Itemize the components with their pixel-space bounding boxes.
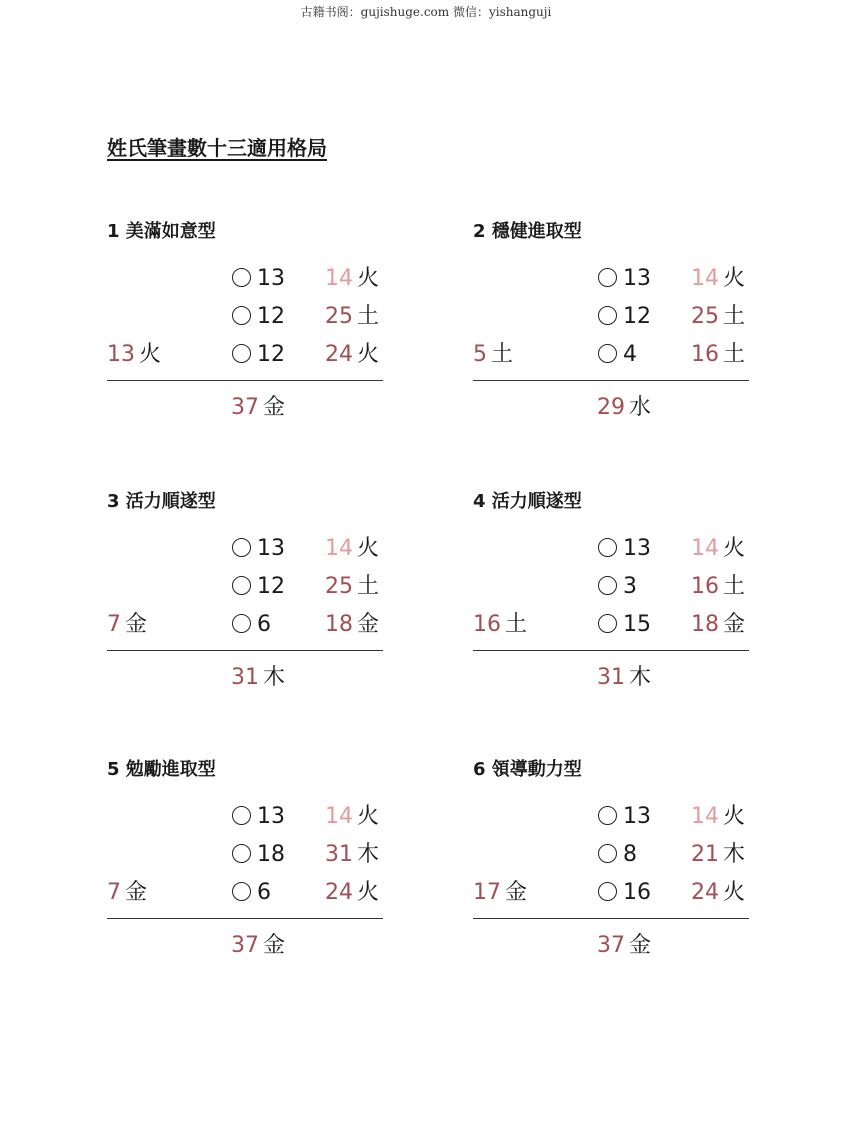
- stroke-row: [232, 341, 285, 369]
- stroke-row: [598, 341, 637, 369]
- stroke-count: 13: [257, 804, 285, 829]
- divider: [473, 380, 749, 381]
- stroke-count: 18: [257, 842, 285, 867]
- grid-value: [691, 303, 745, 331]
- grid-number: 18: [325, 612, 353, 637]
- divider: [473, 650, 749, 651]
- grid-number: 18: [691, 612, 719, 637]
- outer-number: 16: [473, 612, 501, 637]
- pattern-title: 5 勉勵進取型: [107, 759, 216, 780]
- pattern-block: [107, 755, 397, 970]
- grid-number: 16: [691, 342, 719, 367]
- circle-icon: [598, 538, 617, 557]
- total-number: 37: [231, 933, 259, 958]
- pattern-title: 3 活力順遂型: [107, 491, 216, 512]
- stroke-count: 12: [257, 574, 285, 599]
- grid-element: 土: [357, 574, 380, 599]
- grid-element: 火: [357, 342, 380, 367]
- pattern-block: [473, 217, 763, 432]
- circle-icon: [232, 306, 251, 325]
- grid-element: 木: [357, 842, 380, 867]
- divider: [107, 650, 383, 651]
- grid-number: 24: [691, 880, 719, 905]
- stroke-count: 12: [257, 342, 285, 367]
- pattern-block: [107, 487, 397, 702]
- total-element: 金: [263, 933, 286, 958]
- stroke-row: [598, 535, 651, 563]
- outer-grid: [473, 611, 527, 639]
- grid-element: 木: [723, 842, 746, 867]
- circle-icon: [598, 268, 617, 287]
- grid-element: 火: [723, 266, 746, 291]
- outer-element: 火: [139, 342, 162, 367]
- circle-icon: [232, 344, 251, 363]
- stroke-count: 12: [623, 304, 651, 329]
- pattern-title: 4 活力順遂型: [473, 491, 582, 512]
- stroke-row: [598, 879, 651, 907]
- grid-element: 火: [723, 804, 746, 829]
- circle-icon: [232, 844, 251, 863]
- grid-element: 火: [357, 804, 380, 829]
- grid-number: 21: [691, 842, 719, 867]
- grid-value: [691, 841, 745, 869]
- circle-icon: [232, 882, 251, 901]
- outer-element: 土: [491, 342, 514, 367]
- grid-number: 24: [325, 880, 353, 905]
- grid-element: 土: [357, 304, 380, 329]
- circle-icon: [598, 576, 617, 595]
- grid-number: 14: [325, 536, 353, 561]
- grid-value: [691, 803, 745, 831]
- circle-icon: [598, 614, 617, 633]
- circle-icon: [232, 806, 251, 825]
- grid-value: [691, 341, 745, 369]
- grid-element: 金: [357, 612, 380, 637]
- stroke-row: [232, 803, 285, 831]
- total-number: 29: [597, 395, 625, 420]
- stroke-count: 6: [257, 612, 271, 637]
- outer-element: 金: [505, 880, 528, 905]
- outer-number: 7: [107, 880, 121, 905]
- grid-value: [325, 303, 379, 331]
- grid-element: 火: [723, 536, 746, 561]
- grid-number: 14: [691, 266, 719, 291]
- divider: [107, 918, 383, 919]
- outer-number: 13: [107, 342, 135, 367]
- stroke-count: 15: [623, 612, 651, 637]
- total-number: 37: [231, 395, 259, 420]
- stroke-count: 4: [623, 342, 637, 367]
- watermark: 古籍书阁：gujishuge.com 微信：yishanguji: [300, 5, 552, 19]
- outer-number: 17: [473, 880, 501, 905]
- stroke-count: 8: [623, 842, 637, 867]
- grid-number: 14: [325, 804, 353, 829]
- stroke-count: 13: [257, 266, 285, 291]
- total-grid: [597, 932, 651, 960]
- pattern-block: [473, 487, 763, 702]
- total-grid: [597, 394, 651, 422]
- page-title: 姓氏筆畫數十三適用格局: [107, 136, 327, 160]
- outer-grid: [107, 879, 147, 907]
- total-element: 金: [263, 395, 286, 420]
- grid-value: [325, 879, 379, 907]
- outer-number: 5: [473, 342, 487, 367]
- divider: [107, 380, 383, 381]
- grid-element: 土: [723, 304, 746, 329]
- grid-value: [325, 803, 379, 831]
- outer-grid: [107, 341, 161, 369]
- grid-element: 火: [357, 880, 380, 905]
- pattern-title: 1 美滿如意型: [107, 221, 216, 242]
- total-element: 木: [629, 665, 652, 690]
- grid-number: 14: [691, 536, 719, 561]
- total-grid: [231, 932, 285, 960]
- grid-number: 14: [325, 266, 353, 291]
- stroke-row: [598, 573, 637, 601]
- stroke-count: 13: [623, 536, 651, 561]
- stroke-row: [598, 803, 651, 831]
- stroke-count: 6: [257, 880, 271, 905]
- grid-value: [325, 841, 379, 869]
- outer-element: 土: [505, 612, 528, 637]
- grid-element: 土: [723, 342, 746, 367]
- stroke-count: 13: [623, 266, 651, 291]
- stroke-count: 3: [623, 574, 637, 599]
- grid-element: 金: [723, 612, 746, 637]
- stroke-count: 13: [623, 804, 651, 829]
- grid-number: 14: [691, 804, 719, 829]
- grid-number: 25: [691, 304, 719, 329]
- outer-grid: [473, 879, 527, 907]
- stroke-count: 12: [257, 304, 285, 329]
- grid-value: [325, 535, 379, 563]
- grid-number: 24: [325, 342, 353, 367]
- stroke-row: [232, 573, 285, 601]
- grid-value: [691, 879, 745, 907]
- outer-grid: [473, 341, 513, 369]
- circle-icon: [598, 844, 617, 863]
- total-number: 31: [231, 665, 259, 690]
- total-number: 37: [597, 933, 625, 958]
- circle-icon: [598, 306, 617, 325]
- grid-number: 31: [325, 842, 353, 867]
- circle-icon: [232, 268, 251, 287]
- grid-number: 25: [325, 574, 353, 599]
- grid-value: [691, 265, 745, 293]
- divider: [473, 918, 749, 919]
- stroke-count: 16: [623, 880, 651, 905]
- stroke-row: [598, 303, 651, 331]
- grid-element: 土: [723, 574, 746, 599]
- total-number: 31: [597, 665, 625, 690]
- circle-icon: [232, 576, 251, 595]
- stroke-row: [598, 841, 637, 869]
- stroke-count: 13: [257, 536, 285, 561]
- grid-value: [325, 265, 379, 293]
- pattern-title: 2 穩健進取型: [473, 221, 582, 242]
- stroke-row: [232, 611, 271, 639]
- stroke-row: [232, 535, 285, 563]
- pattern-block: [107, 217, 397, 432]
- grid-element: 火: [357, 266, 380, 291]
- stroke-row: [232, 879, 271, 907]
- total-element: 木: [263, 665, 286, 690]
- stroke-row: [598, 265, 651, 293]
- circle-icon: [598, 344, 617, 363]
- circle-icon: [598, 806, 617, 825]
- grid-value: [325, 611, 379, 639]
- outer-element: 金: [125, 880, 148, 905]
- outer-grid: [107, 611, 147, 639]
- grid-element: 火: [723, 880, 746, 905]
- total-element: 金: [629, 933, 652, 958]
- total-element: 水: [629, 395, 652, 420]
- grid-element: 火: [357, 536, 380, 561]
- stroke-row: [232, 265, 285, 293]
- outer-number: 7: [107, 612, 121, 637]
- pattern-title: 6 領導動力型: [473, 759, 582, 780]
- grid-value: [325, 573, 379, 601]
- circle-icon: [598, 882, 617, 901]
- grid-value: [325, 341, 379, 369]
- stroke-row: [598, 611, 651, 639]
- circle-icon: [232, 538, 251, 557]
- outer-element: 金: [125, 612, 148, 637]
- total-grid: [597, 664, 651, 692]
- grid-number: 25: [325, 304, 353, 329]
- grid-value: [691, 573, 745, 601]
- grid-value: [691, 535, 745, 563]
- circle-icon: [232, 614, 251, 633]
- grid-number: 16: [691, 574, 719, 599]
- total-grid: [231, 664, 285, 692]
- total-grid: [231, 394, 285, 422]
- stroke-row: [232, 303, 285, 331]
- stroke-row: [232, 841, 285, 869]
- pattern-block: [473, 755, 763, 970]
- grid-value: [691, 611, 745, 639]
